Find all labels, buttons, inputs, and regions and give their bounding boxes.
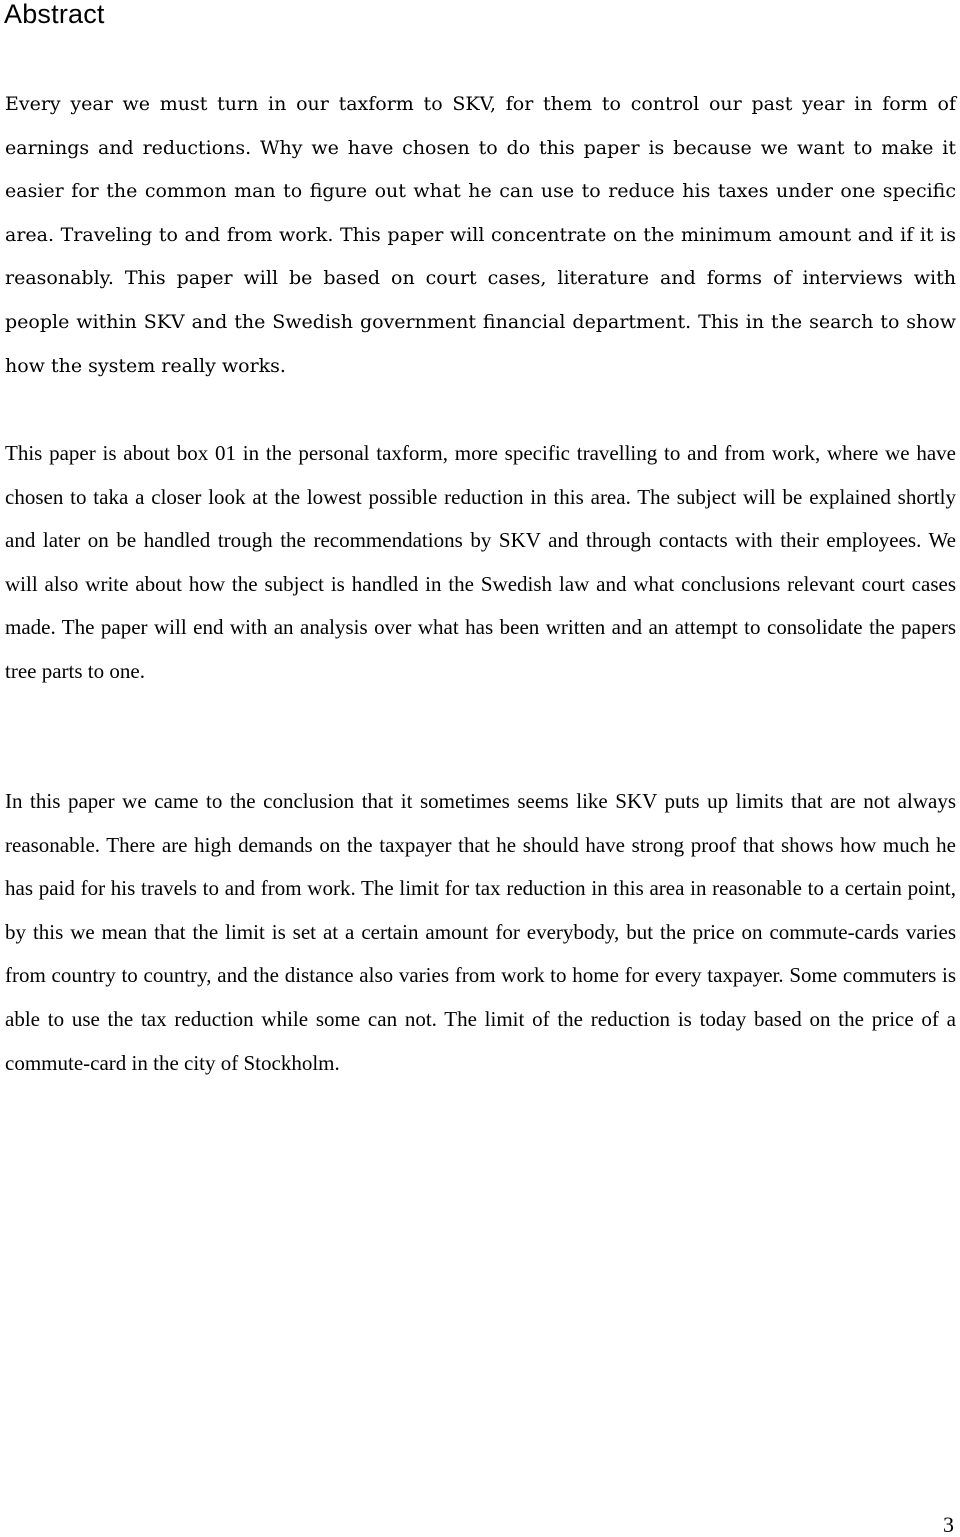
page-title: Abstract	[4, 0, 105, 29]
abstract-paragraph-3: In this paper we came to the conclusion that it sometimes seems like SKV puts up limits that are not always reasonable. There are high demands on the taxpayer that he should have strong proof that shows how much he has paid for his travels to and from work. The limit for tax reduction in this area in reasonable to a certain point, by this we mean that the limit is set at a certain amount for everybody, but the price on commute-cards varies from country to country, and the distance also varies from work to home for every taxpayer. Some commuters is able to use the tax reduction while some can not. The limit of the reduction is today based on the price of a commute-card in the city of Stockholm.	[5, 789, 956, 1075]
page-number: 3	[943, 1512, 954, 1537]
abstract-paragraph-2: This paper is about box 01 in the personal taxform, more specific travelling to and from work, where we have chosen to taka a closer look at the lowest possible reduction in this area. The subject will be explained shortly and later on be handled trough the recommendations by SKV and through contacts with their employees. We will also write about how the subject is handled in the Swedish law and what conclusions relevant court cases made. The paper will end with an analysis over what has been written and an attempt to consolidate the papers tree parts to one.	[5, 441, 956, 683]
abstract-paragraph-1: Every year we must turn in our taxform to SKV, for them to control our past year in form of earnings and reductions. Why we have chosen to do this paper is because we want to make it easier for the common man to figure out what he can use to reduce his taxes under one specific area. Traveling to and from work. This paper will concentrate on the minimum amount and if it is reasonably. This paper will be based on court cases, literature and forms of interviews with people within SKV and the Swedish government financial department. This in the search to show how the system really works.	[5, 93, 956, 377]
